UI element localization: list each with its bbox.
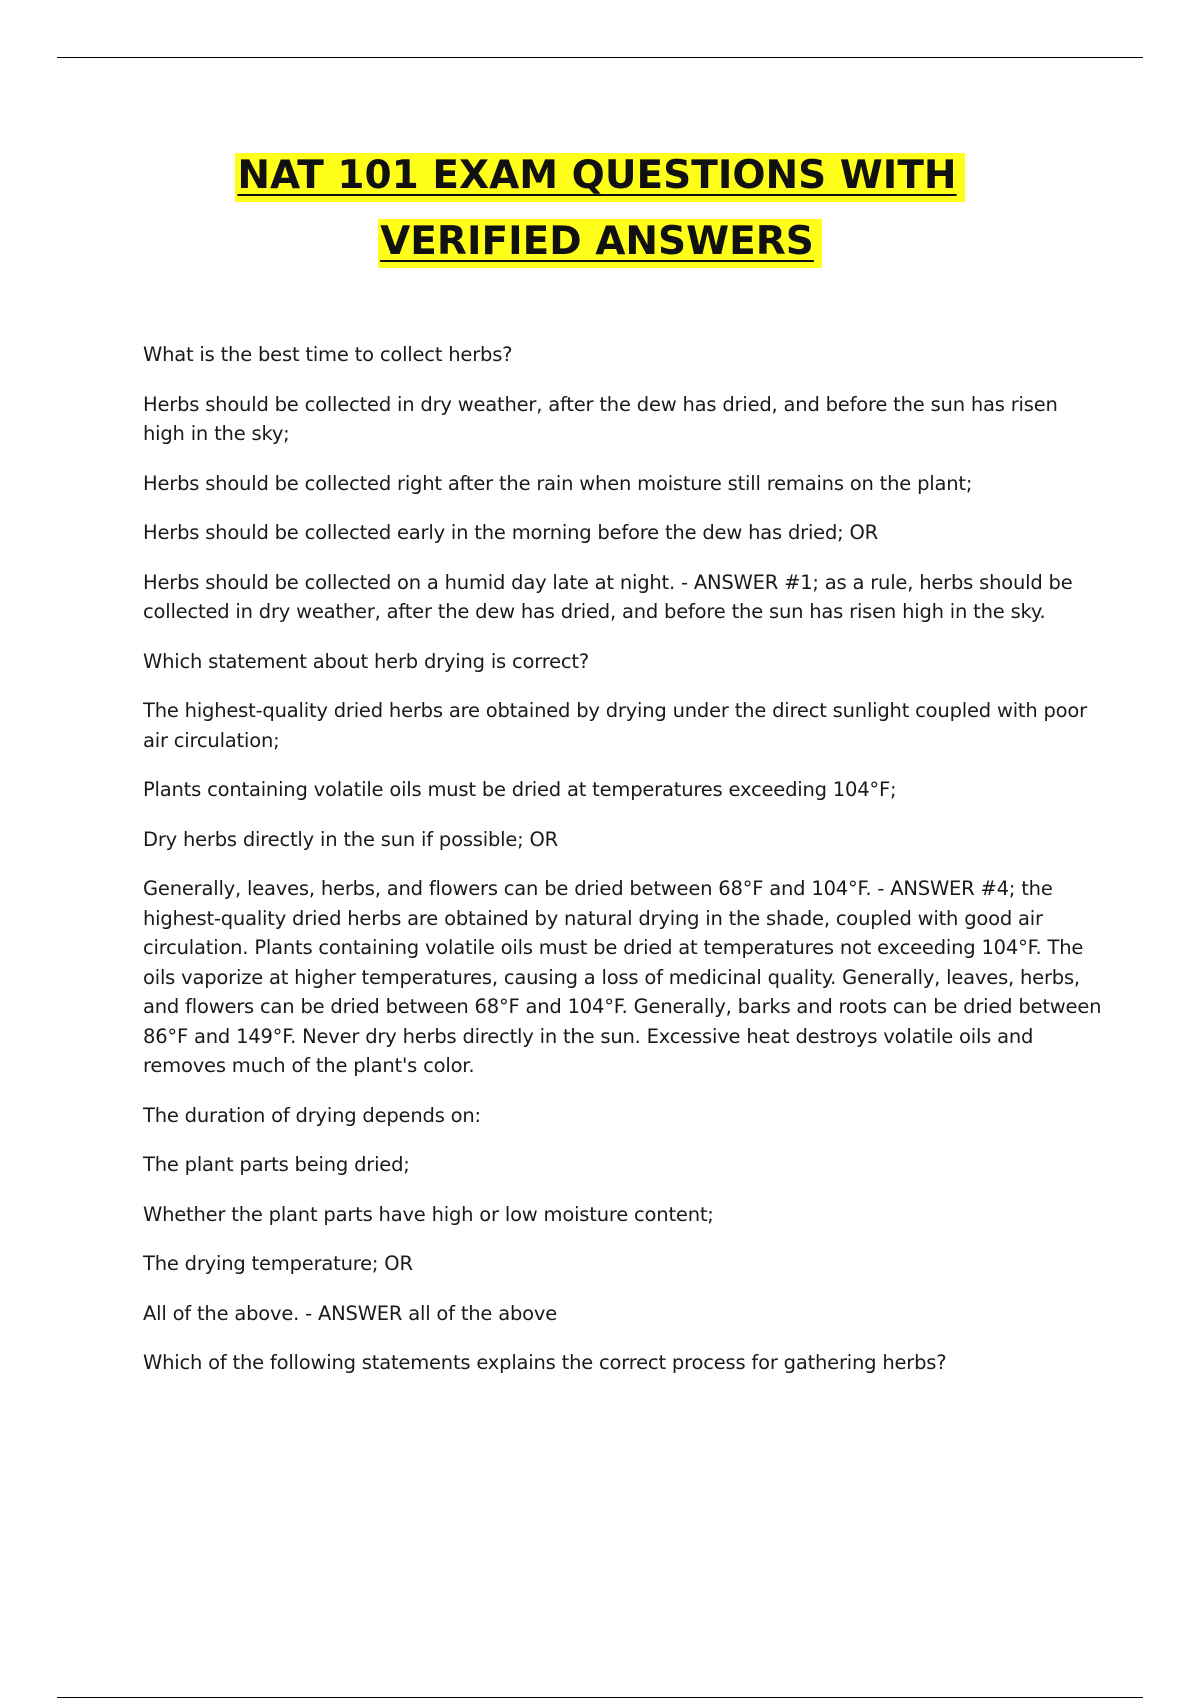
document-body bbox=[143, 340, 1103, 1398]
document-title bbox=[0, 143, 1200, 275]
question-1: What is the best time to collect herbs? bbox=[143, 343, 513, 366]
question-3: The duration of drying depends on: bbox=[143, 1103, 481, 1127]
question-3-option-3: The drying temperature; OR bbox=[143, 1252, 413, 1275]
title-line-1: NAT 101 EXAM QUESTIONS WITH bbox=[235, 153, 964, 202]
question-2: Which statement about herb drying is correct? bbox=[143, 649, 590, 673]
question-2-option-2: Plants containing volatile oils must be dried at temperatures exceeding 104°F; bbox=[143, 778, 897, 801]
question-1-option-2: Herbs should be collected right after the rain when moisture still remains on the plant; bbox=[143, 471, 973, 495]
question-1-option-1: Herbs should be collected in dry weather, after the dew has dried, and before the sun has risen high in the sky; bbox=[143, 392, 1058, 445]
question-3-option-2: Whether the plant parts have high or low moisture content; bbox=[143, 1202, 714, 1226]
question-2-option-3: Dry herbs directly in the sun if possible; OR bbox=[143, 827, 559, 851]
question-4: Which of the following statements explains the correct process for gathering herbs? bbox=[143, 1351, 947, 1374]
question-3-option-1: The plant parts being dried; bbox=[143, 1153, 410, 1176]
title-line-2: VERIFIED ANSWERS bbox=[378, 219, 822, 268]
question-1-option-4-answer: Herbs should be collected on a humid day late at night. - ANSWER #1; as a rule, herbs should be collected in dry weather, after the dew has dried, and before the sun has risen high in the sky. bbox=[143, 570, 1073, 623]
question-2-option-1: The highest-quality dried herbs are obtained by drying under the direct sunlight coupled with poor air circulation; bbox=[143, 699, 1087, 752]
top-rule bbox=[57, 57, 1143, 58]
bottom-rule bbox=[57, 1697, 1143, 1698]
question-2-option-4-answer: Generally, leaves, herbs, and flowers can be dried between 68°F and 104°F. - ANSWER #4; the highest-quality dried herbs are obtained by natural drying in the shade, coupled with good air circulation. Plants containing volatile oils must be dried at temperatures not exceeding 104°F. The oils vaporize at higher temperatures, causing a loss of medicinal quality. Generally, leaves, herbs, and flowers can be dried between 68°F and 104°F. Generally, barks and roots can be dried between 86°F and 149°F. Never dry herbs directly in the sun. Excessive heat destroys volatile oils and removes much of the plant's color. bbox=[143, 877, 1102, 1077]
question-1-option-3: Herbs should be collected early in the morning before the dew has dried; OR bbox=[143, 521, 879, 544]
question-3-option-4-answer: All of the above. - ANSWER all of the above bbox=[143, 1301, 558, 1325]
